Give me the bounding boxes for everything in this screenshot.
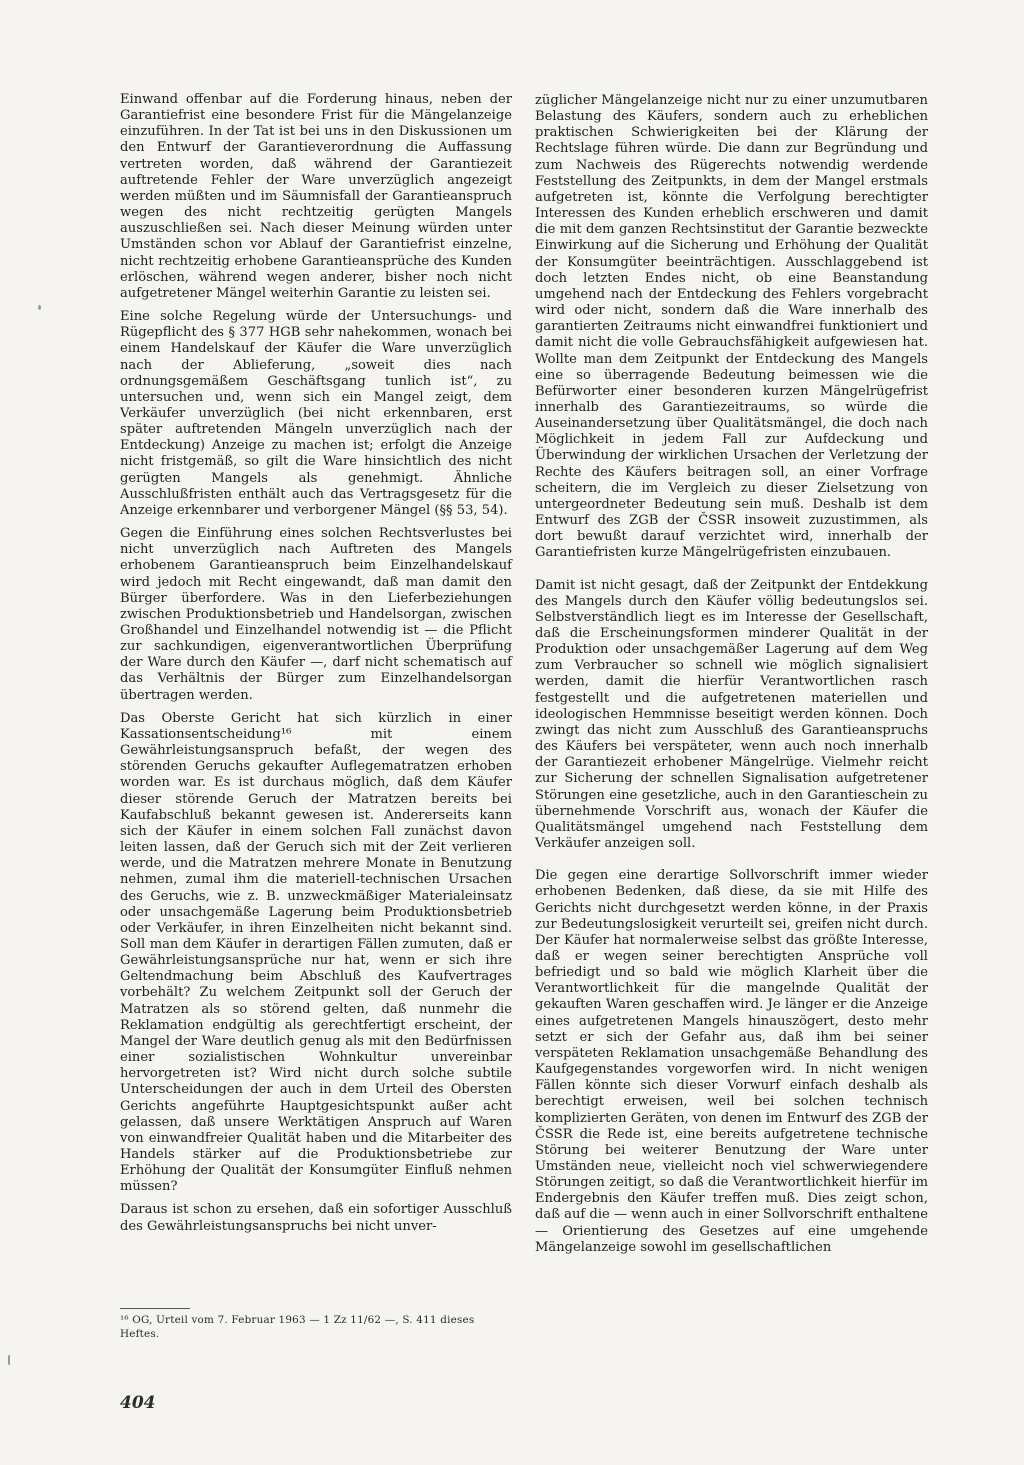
- paragraph: Eine solche Regelung würde der Untersuchungs- und Rügepflicht des § 377 HGB sehr nahekommen, wonach bei einem Handelskauf der Käufer die Ware unverzüglich nach der Ablieferung, „soweit dies nach ordnungsgemäßem Geschäftsgang tunlich ist“, zu untersuchen und, wenn sich ein Mangel zeigt, dem Verkäufer unverzüglich (bei nicht erkennbaren, erst später auftretenden Mängeln unverzüglich nach der Entdeckung) Anzeige zu machen ist; erfolgt die Anzeige nicht fristgemäß, so gilt die Ware hinsichtlich des nicht gerügten Mangels als genehmigt. Ähnliche Ausschlußfristen enthält auch das Vertragsgesetz für die Anzeige erkennbarer und verborgener Mängel (§§ 53, 54).: [120, 309, 512, 518]
- paragraph: Einwand offenbar auf die Forderung hinaus, neben der Garantiefrist eine besondere Frist für die Mängelanzeige einzuführen. In der Tat ist bei uns in den Diskussionen um den Entwurf der Garantieverordnung die Auffassung vertreten worden, daß während der Garantiezeit auftretende Fehler der Ware unverzüglich angezeigt werden müßten und im Säumnisfall der Garantieanspruch wegen des nicht rechtzeitig gerügten Mangels auszuschließen sei. Nach dieser Meinung würden unter Umständen schon vor Ablauf der Garantiefrist einzelne, nicht rechtzeitig erhobene Garantieansprüche des Kunden erlöschen, während wegen anderer, bisher noch nicht aufgetretener Mängel weiterhin Garantie zu leisten sei.: [120, 92, 512, 301]
- paragraph: Die gegen eine derartige Sollvorschrift immer wieder erhobenen Bedenken, daß diese, da sie mit Hilfe des Gerichts nicht durchgesetzt werden könne, in der Praxis zur Bedeutungslosigkeit verurteilt sei, greifen nicht durch. Der Käufer hat normalerweise selbst das größte Interesse, daß er wegen seiner berechtigten Ansprüche voll befriedigt und so bald wie möglich Klarheit über die Verantwortlichkeit für die mangelnde Qualität der gekauften Waren geschaffen wird. Je länger er die Anzeige eines aufgetretenen Mangels hinauszögert, desto mehr setzt er sich der Gefahr aus, daß ihm bei seiner verspäteten Reklamation unsachgemäße Behandlung des Kaufgegenstandes vorgeworfen wird. In nicht wenigen Fällen könnte sich dieser Vorwurf einfach deshalb als berechtigt erweisen, weil bei solchen technisch komplizierten Geräten, von denen im Entwurf des ZGB der ČSSR die Rede ist, eine bereits aufgetretene technische Störung bei weiterer Benutzung der Ware unter Umständen neue, vielleicht noch viel schwerwiegendere Störungen zeitigt, so daß die Verantwortlichkeit hierfür im Endergebnis den Käufer treffen muß. Dies zeigt schon, daß auf die — wenn auch in einer Sollvorschrift enthaltene — Orientierung des Gesetzes auf eine umgehende Mängelanzeige sowohl im gesellschaftlichen: [535, 868, 928, 1255]
- paragraph: Daraus ist schon zu ersehen, daß ein sofortiger Ausschluß des Gewährleistungsanspruchs bei nicht unver-: [120, 1202, 512, 1234]
- page-number: 404: [120, 1393, 156, 1413]
- scan-speck: [38, 305, 41, 310]
- right-column: [535, 93, 928, 1256]
- paragraph: züglicher Mängelanzeige nicht nur zu einer unzumutbaren Belastung des Käufers, sondern auch zu erheblichen praktischen Schwierigkeiten bei der Klärung der Rechtslage führen würde. Die dann zur Begründung und zum Nachweis des Rügerechts notwendig werdende Feststellung des Zeitpunkts, in dem der Mangel erstmals aufgetreten ist, könnte die Verfolgung berechtigter Interessen des Kunden erheblich erschweren und damit die mit dem ganzen Rechtsinstitut der Garantie bezweckte Einwirkung auf die Sicherung und Erhöhung der Qualität der Konsumgüter beeinträchtigen. Ausschlaggebend ist doch letzten Endes nicht, ob eine Beanstandung umgehend nach der Entdeckung des Fehlers vorgebracht wird oder nicht, sondern daß die Ware innerhalb des garantierten Zeitraums nicht einwandfrei funktioniert und damit nicht die volle Gebrauchsfähigkeit aufgewiesen hat. Wollte man dem Zeitpunkt der Entdeckung des Mangels eine so überragende Bedeutung beimessen wie die Befürworter einer besonderen kurzen Mängelrügefrist innerhalb des Garantiezeitraums, so würde die Auseinandersetzung über Qualitätsmängel, die doch nach Möglichkeit in jedem Fall zur Aufdeckung und Überwindung der wirklichen Ursachen der Verletzung der Rechte des Käufers beitragen soll, an einer Vorfrage scheitern, die im Vergleich zu dieser Zielsetzung von untergeordneter Bedeutung sein muß. Deshalb ist dem Entwurf des ZGB der ČSSR insoweit zuzustimmen, als dort bewußt darauf verzichtet wird, innerhalb der Garantiefristen kurze Mängelrügefristen einzubauen.: [535, 93, 928, 561]
- scan-speck: [8, 1355, 10, 1365]
- paragraph: Damit ist nicht gesagt, daß der Zeitpunkt der Entdekkung des Mangels durch den Käufer völlig bedeutungslos sei. Selbstverständlich liegt es im Interesse der Gesellschaft, daß die Erscheinungsformen minderer Qualität in der Produktion oder unsachgemäßer Lagerung auf dem Weg zum Verbraucher so schnell wie möglich signalisiert werden, damit die hierfür Verantwortlichen rasch festgestellt und die aufgetretenen materiellen und ideologischen Hemmnisse beseitigt werden können. Doch zwingt das nicht zum Ausschluß des Garantieanspruchs des Käufers bei verspäteter, wenn auch noch innerhalb der Garantiezeit erhobener Mängelrüge. Vielmehr reicht zur Sicherung der schnellen Signalisation aufgetretener Störungen eine gesetzliche, auch in den Garantieschein zu übernehmende Vorschrift aus, wonach der Käufer die Qualitätsmängel umgehend nach Feststellung dem Verkäufer anzeigen soll.: [535, 577, 928, 852]
- footnote: ¹⁶ OG, Urteil vom 7. Februar 1963 — 1 Zz 11/62 —, S. 411 dieses Heftes.: [120, 1314, 475, 1340]
- footnote-divider: [120, 1308, 190, 1309]
- paragraph: Das Oberste Gericht hat sich kürzlich in einer Kassationsentscheidung¹⁶ mit einem Gewährleistungsanspruch befaßt, der wegen des störenden Geruchs gekaufter Auflegematratzen erhoben worden war. Es ist durchaus möglich, daß dem Käufer dieser störende Geruch der Matratzen bereits bei Kaufabschluß bekannt gewesen ist. Andererseits kann sich der Käufer in einem solchen Fall zunächst davon leiten lassen, daß der Geruch sich mit der Zeit verlieren werde, und die Matratzen mehrere Monate in Benutzung nehmen, zumal ihm die materiell-technischen Ursachen des Geruchs, wie z. B. unzweckmäßiger Materialeinsatz oder unsachgemäße Lagerung beim Produktionsbetrieb oder Verkäufer, in ihren Einzelheiten nicht bekannt sind. Soll man dem Käufer in derartigen Fällen zumuten, daß er Gewährleistungsansprüche nur hat, wenn er sich ihre Geltendmachung beim Abschluß des Kaufvertrages vorbehält? Zu welchem Zeitpunkt soll der Geruch der Matratzen als so störend gelten, daß nunmehr die Reklamation endgültig als gerechtfertigt erscheint, der Mangel der Ware deutlich genug als mit den Bedürfnissen einer sozialistischen Wohnkultur unvereinbar hervorgetreten ist? Wird nicht durch solche subtile Unterscheidungen der auch in dem Urteil des Obersten Gerichts angeführte Hauptgesichtspunkt außer acht gelassen, daß unsere Werktätigen Anspruch auf Waren von einwandfreier Qualität haben und die Mitarbeiter des Handels stärker auf die Produktionsbetriebe zur Erhöhung der Qualität der Konsumgüter Einfluß nehmen müssen?: [120, 710, 512, 1195]
- left-column: [120, 92, 512, 1242]
- paragraph: Gegen die Einführung eines solchen Rechtsverlustes bei nicht unverzüglich nach Auftreten des Mangels erhobenem Garantieanspruch beim Einzelhandelskauf wird jedoch mit Recht eingewandt, daß man damit den Bürger überfordere. Was in den Lieferbeziehungen zwischen Produktionsbetrieb und Handelsorgan, zwischen Großhandel und Einzelhandel notwendig ist — die Pflicht zur sachkundigen, eigenverantwortlichen Überprüfung der Ware durch den Käufer —, darf nicht schematisch auf das Verhältnis der Bürger zum Einzelhandelsorgan übertragen werden.: [120, 526, 512, 703]
